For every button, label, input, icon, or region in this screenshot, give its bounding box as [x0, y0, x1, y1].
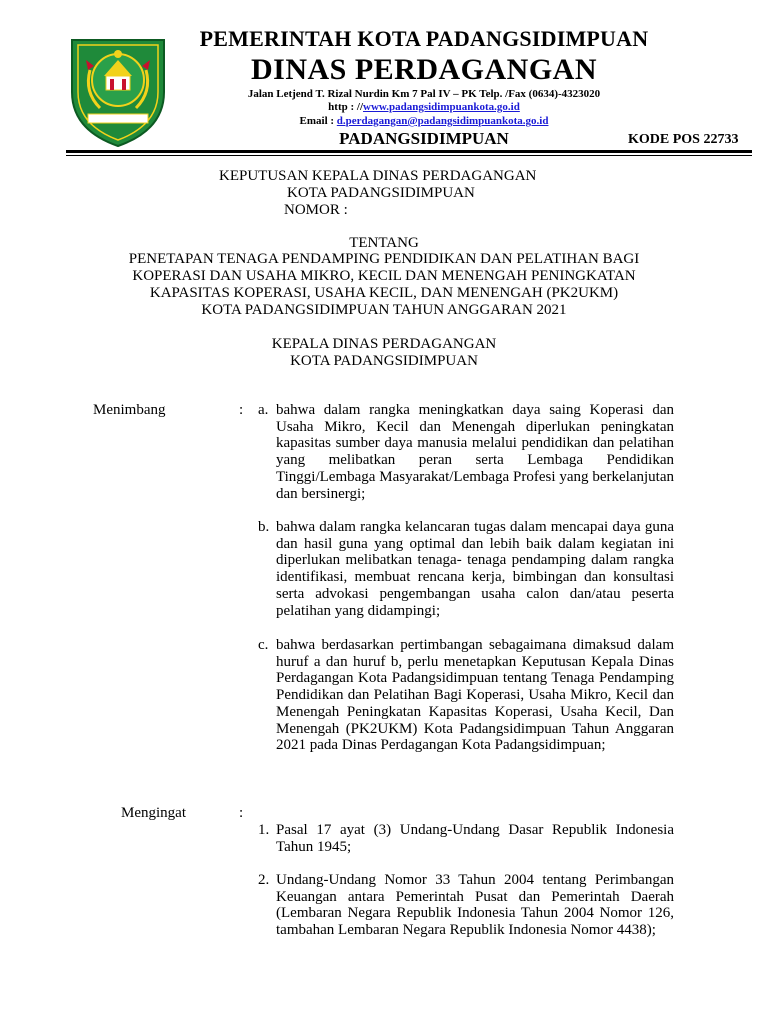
item-marker: 2. — [258, 872, 270, 888]
office-address: Jalan Letjend T. Rizal Nurdin Km 7 Pal IV – PK Telp. /Fax (0634)-4323020 — [247, 88, 601, 100]
issuer-line2: KOTA PADANGSIDIMPUAN — [290, 353, 478, 369]
decree-subject-line: PENETAPAN TENAGA PENDAMPING PENDIDIKAN DAN PELATIHAN BAGI — [128, 251, 640, 267]
department-name: DINAS PERDAGANGAN — [250, 53, 597, 86]
item-marker: b. — [258, 519, 270, 535]
decree-title-line1: KEPUTUSAN KEPALA DINAS PERDAGANGAN — [219, 168, 537, 184]
decree-number: NOMOR : — [284, 202, 348, 218]
menimbang-item-a: bahwa dalam rangka meningkatkan daya saing Koperasi dan Usaha Mikro, Kecil dan Menengah diperlukan peningkatan kapasitas sumber daya manusia melalui pendidikan dan pelatihan yang melibatkan peran serta Lembaga Pendidikan Tinggi/Lembaga Masyarakat/Lembaga Profesi yang berkelanjutan dan bersinergi; — [276, 402, 674, 502]
mengingat-colon: : — [239, 805, 244, 821]
decree-about: TENTANG — [349, 235, 419, 251]
letterhead-thin-rule — [66, 155, 752, 156]
mengingat-item-1: Pasal 17 ayat (3) Undang-Undang Dasar Republik Indonesia Tahun 1945; — [276, 822, 674, 855]
decree-title-line2: KOTA PADANGSIDIMPUAN — [287, 185, 475, 201]
mengingat-item-2: Undang-Undang Nomor 33 Tahun 2004 tentang Perimbangan Keuangan antara Pemerintah Pusat dan Pemerintah Daerah (Lembaran Negara Republik Indonesia Tahun 2004 Nomor 126, tambahan Lembaran Negara Republik Indonesia Nomor 4438); — [276, 872, 674, 939]
mengingat-label: Mengingat — [121, 805, 186, 821]
email-link[interactable]: d.perdagangan@padangsidimpuankota.go.id — [336, 115, 549, 127]
menimbang-colon: : — [239, 402, 244, 418]
city-name: PADANGSIDIMPUAN — [339, 129, 509, 148]
decree-subject-line: KOPERASI DAN USAHA MIKRO, KECIL DAN MENENGAH PENINGKATAN — [132, 268, 636, 284]
menimbang-label: Menimbang — [93, 402, 166, 418]
decree-subject-line: KAPASITAS KOPERASI, USAHA KECIL, DAN MENENGAH (PK2UKM) — [149, 285, 619, 301]
website-link[interactable]: www.padangsidimpuankota.go.id — [363, 101, 520, 113]
issuer-line1: KEPALA DINAS PERDAGANGAN — [271, 336, 497, 352]
city-emblem-logo — [64, 30, 172, 148]
government-name: PEMERINTAH KOTA PADANGSIDIMPUAN — [199, 26, 649, 51]
letterhead-thick-rule — [66, 150, 752, 153]
email-prefix: Email : — [299, 115, 337, 127]
decree-subject-line: KOTA PADANGSIDIMPUAN TAHUN ANGGARAN 2021 — [201, 302, 567, 318]
website-line — [160, 101, 688, 113]
menimbang-item-c: bahwa berdasarkan pertimbangan sebagaimana dimaksud dalam huruf a dan huruf b, perlu menetapkan Keputusan Kepala Dinas Perdagangan Kota Padangsidimpuan tentang Tenaga Pendamping Pendidikan dan Pelatihan Bagi Koperasi, Usaha Mikro, Kecil dan Menengah Peningkatan Kapasitas Koperasi, Usaha Kecil, Dan Menengah (PK2UKM) Kota Padangsidimpuan Tahun Anggaran 2021 pada Dinas Perdagangan Kota Padangsidimpuan; — [276, 637, 674, 754]
postal-code: KODE POS 22733 — [628, 132, 739, 147]
item-marker: 1. — [258, 822, 270, 838]
email-line — [160, 115, 688, 127]
item-marker: a. — [258, 402, 269, 418]
menimbang-item-b: bahwa dalam rangka kelancaran tugas dalam mencapai daya guna dan hasil guna yang optimal dan lebih baik dalam kegiatan ini diperlukan melibatkan tenaga- tenaga pendamping dalam rangka identifikasi, membuat rencana kerja, bimbingan dan konsultasi serta advokasi pengembangan usaha calon dan/atau peserta pelatihan yang didampingi; — [276, 519, 674, 619]
website-prefix: http : // — [328, 101, 364, 113]
item-marker: c. — [258, 637, 269, 653]
